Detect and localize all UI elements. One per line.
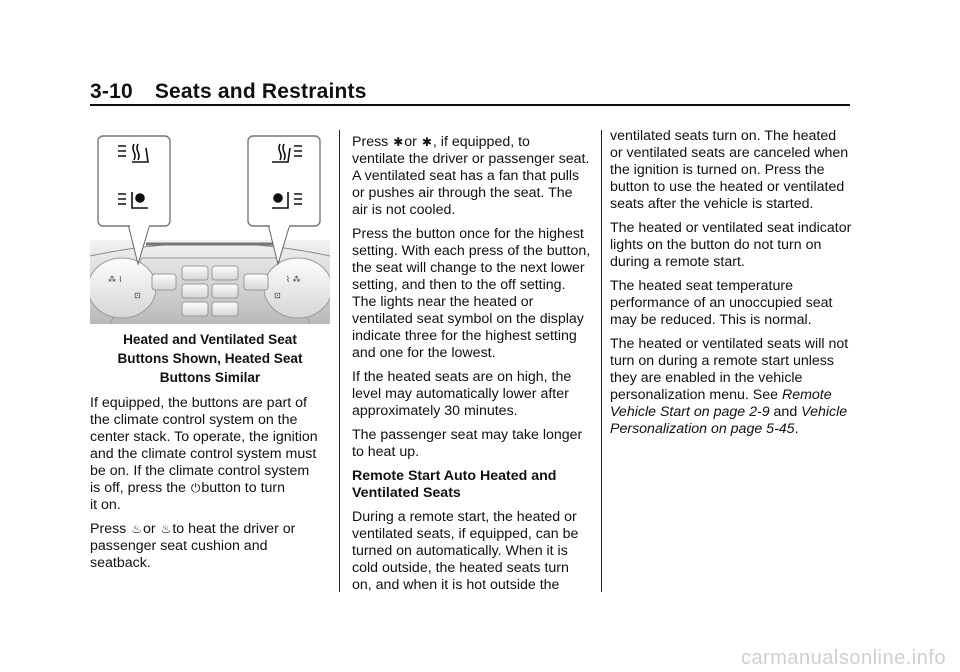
column-divider bbox=[339, 130, 340, 592]
column-2 bbox=[352, 134, 592, 601]
figure-caption: Heated and Ventilated Seat Buttons Shown, Heated Seat Buttons Similar bbox=[117, 332, 303, 385]
cross-reference-link[interactable]: Vehicle Personalization on page 5-45 bbox=[610, 404, 848, 437]
paragraph: The heated or ventilated seat indicator lights on the button do not turn on during a remote start. bbox=[610, 220, 852, 270]
paragraph: Press the button once for the highest setting. With each press of the button, the seat will change to the next lower setting, and then to the off setting. The lights near the heated or ventilated seat symbol on the display indicate three for the highest setting and one for the lowest. bbox=[352, 226, 591, 361]
svg-text:⁂ ⌇: ⁂ ⌇ bbox=[108, 275, 123, 284]
section-title: Seats and Restraints bbox=[154, 80, 367, 103]
column-1 bbox=[90, 330, 330, 579]
paragraph: The heated seat temperature performance of an unoccupied seat may be reduced. This is normal. bbox=[610, 278, 833, 328]
page-number: 3-10 bbox=[90, 80, 133, 103]
heated-seat-icon: ♨ bbox=[131, 522, 142, 536]
svg-text:⊡: ⊡ bbox=[134, 291, 141, 300]
paragraph: If equipped, the buttons are part of the climate control system on the center stack. To operate, the ignition and the climate control system must be on. If the climate control system is off, press the ⏻button to turn it on. bbox=[90, 395, 318, 513]
paragraph: The passenger seat may take longer to heat up. bbox=[352, 427, 583, 460]
svg-text:⊡: ⊡ bbox=[274, 291, 281, 300]
paragraph: Press ♨or ♨to heat the driver or passenger seat cushion and seatback. bbox=[90, 521, 296, 571]
paragraph: The heated or ventilated seats will not turn on during a remote start unless they are enabled in the vehicle personalization menu. See Remote Vehicle Start on page 2-9 and Vehicle Personalization on page 5-45. bbox=[610, 336, 849, 437]
ventilated-seat-icon: ✱ bbox=[421, 135, 432, 149]
paragraph: If the heated seats are on high, the level may automatically lower after approximately 30 minutes. bbox=[352, 369, 572, 419]
paragraph: Press ✱or ✱, if equipped, to ventilate the driver or passenger seat. A ventilated seat has a fan that pulls or pushes air through the seat. The air is not cooled. bbox=[352, 134, 590, 218]
seat-buttons-figure bbox=[90, 132, 330, 324]
svg-text:⌇ ⁂: ⌇ ⁂ bbox=[286, 275, 301, 284]
heated-seat-icon: ♨ bbox=[160, 522, 172, 536]
ventilated-seat-icon: ✱ bbox=[393, 135, 404, 149]
power-icon: ⏻ bbox=[190, 481, 201, 495]
paragraph: ventilated seats turn on. The heated or ventilated seats are canceled when the ignition is turned on. Press the button to use the heated or ventilated seats after the vehicle is started. bbox=[610, 128, 849, 212]
header-rule bbox=[90, 104, 850, 106]
watermark: carmanualsonline.info bbox=[740, 647, 946, 669]
column-3 bbox=[610, 128, 852, 445]
cross-reference-link[interactable]: Remote Vehicle Start on page 2-9 bbox=[610, 387, 832, 420]
page-header bbox=[90, 80, 367, 104]
section-heading: Remote Start Auto Heated and Ventilated Seats bbox=[352, 468, 557, 501]
paragraph: During a remote start, the heated or ventilated seats, if equipped, can be turned on automatically. When it is cold outside, the heated seats turn on, and when it is hot outside the bbox=[352, 509, 579, 593]
column-divider bbox=[601, 130, 602, 592]
